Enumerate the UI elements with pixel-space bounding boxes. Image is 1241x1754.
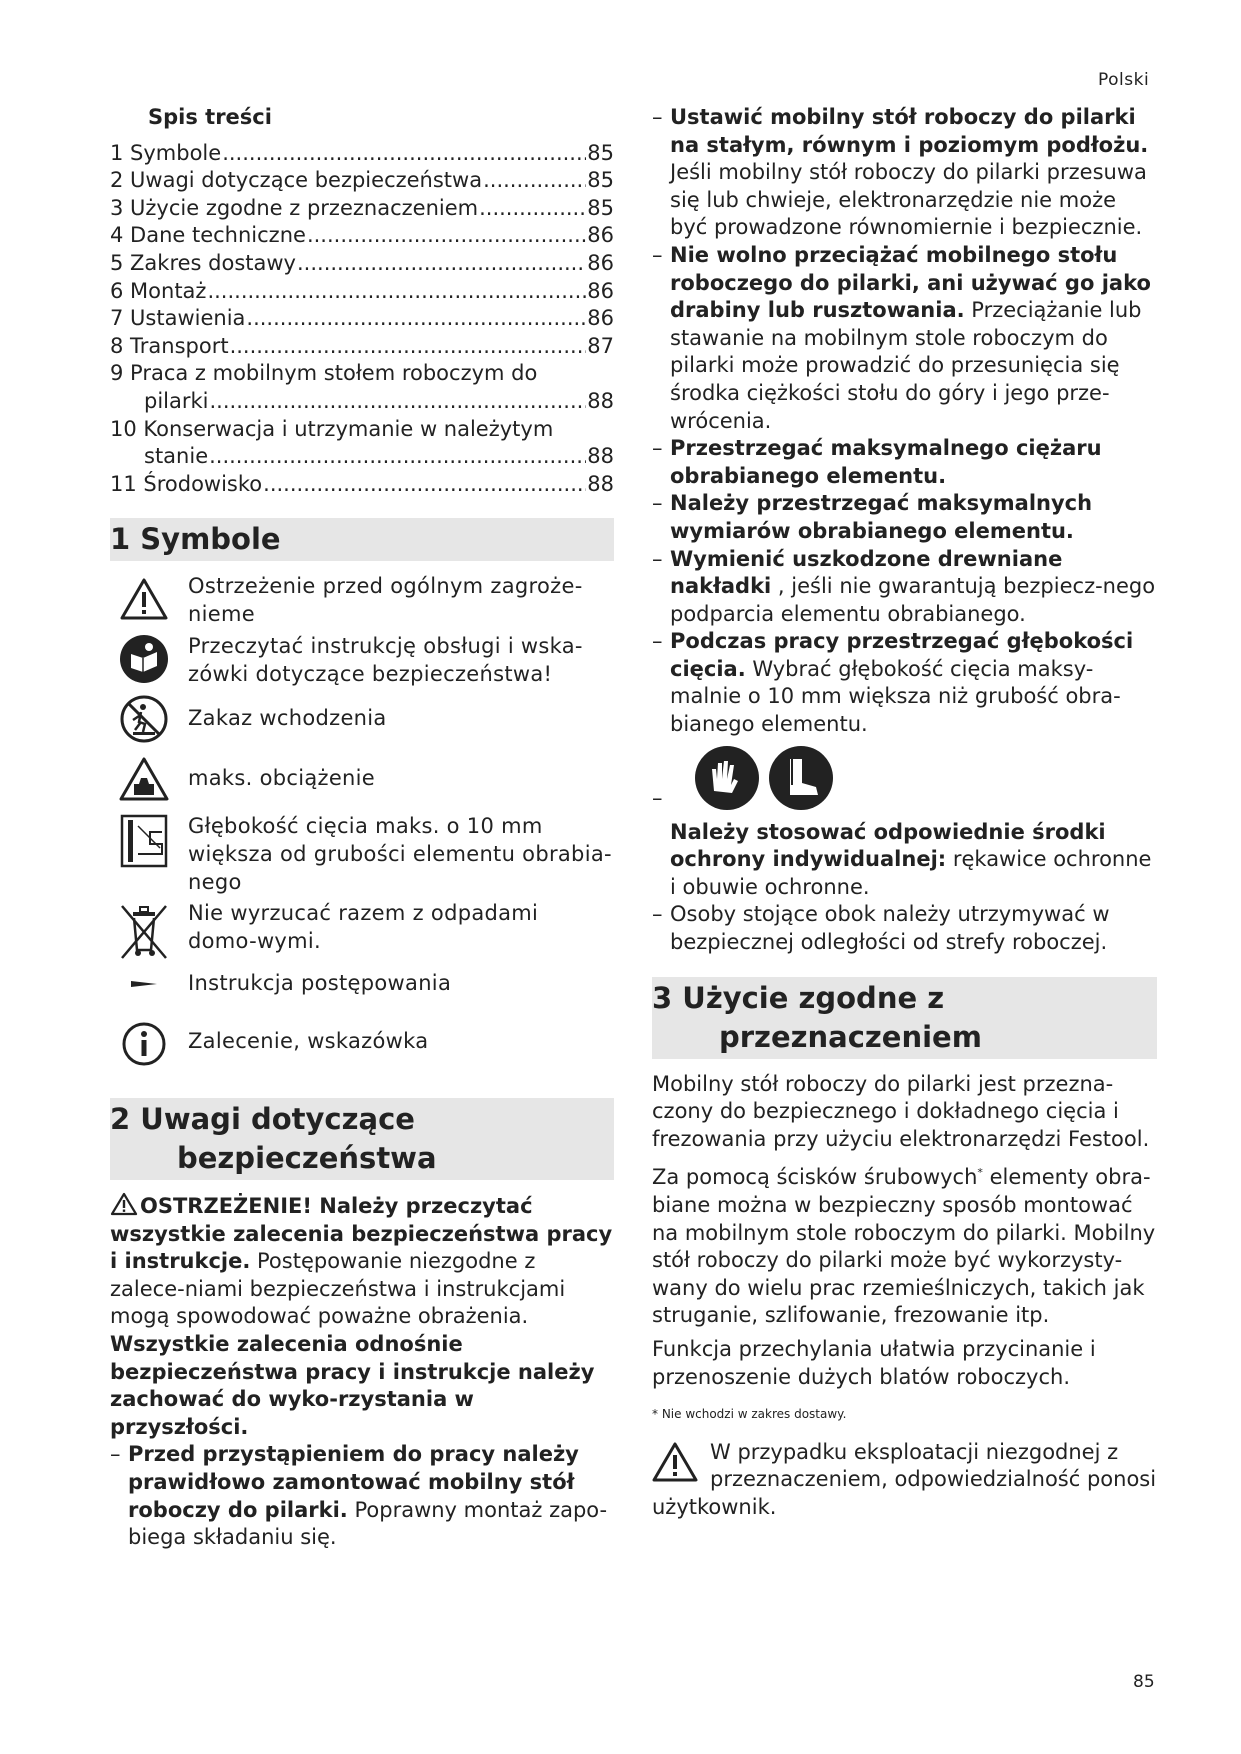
toc-entry[interactable]: 7 Ustawienia ..... 86 xyxy=(110,305,614,333)
section-1-heading: 1 Symbole xyxy=(110,518,614,561)
symbol-description: Instrukcja postępowania xyxy=(188,971,452,996)
symbol-description: Zalecenie, wskazówka xyxy=(188,1029,429,1054)
safety-bullet: – Osoby stojące obok należy utrzymywać w bezpiecznej odległości od strefy roboczej. xyxy=(652,902,1110,955)
info-icon xyxy=(118,1018,170,1070)
warning-triangle-icon xyxy=(118,573,170,625)
max-load-icon xyxy=(118,753,170,805)
ppe-bullet: – Należy stosować odpowiednie środki ochrony indywidualnej: rękawice ochronne i obuwie ochronne. xyxy=(652,745,1157,902)
toc-entry[interactable]: 10 Konserwacja i utrzymanie w należytym stanie ..... 88 xyxy=(110,416,614,471)
toc-entry[interactable]: 3 Użycie zgodne z przeznaczeniem ..... 85 xyxy=(110,195,614,223)
toc-list xyxy=(110,140,614,499)
warning-triangle-icon xyxy=(652,1441,698,1483)
symbol-description: maks. obciążenie xyxy=(188,766,376,791)
safety-bullet: – Nie wolno przeciążać mobilnego stołu roboczego do pilarki, ani używać go jako drabiny lub rusztowania. Przeciążanie lub stawanie na mobilnym stole roboczym do pilarki może prowadzić do przesunięcia się środka ciężkości stołu do góry i jego prze-wrócenia. xyxy=(652,242,1151,433)
toc-title: Spis treści xyxy=(148,105,272,129)
instruction-arrow-icon xyxy=(118,970,170,998)
warning-triangle-icon xyxy=(110,1192,140,1218)
cut-depth-icon xyxy=(118,813,170,869)
no-household-waste-icon xyxy=(118,900,170,962)
left-column xyxy=(110,104,614,1552)
symbol-row xyxy=(110,573,614,629)
gloves-icon xyxy=(694,745,760,811)
right-column xyxy=(652,104,1157,1522)
symbol-description: Nie wyrzucać razem z odpadami domo-wymi. xyxy=(188,901,539,953)
safety-bullet: – Ustawić mobilny stół roboczy do pilarki na stałym, równym i poziomym podłożu. Jeśli mobilny stół roboczy do pilarki przesuwa się lub chwieje, elektronarzędzie nie może być prowadzone równomiernie i bezpiecznie. xyxy=(652,105,1149,240)
toc-entry[interactable]: 9 Praca z mobilnym stołem roboczym do pilarki ..... 88 xyxy=(110,360,614,415)
warning-paragraph: OSTRZEŻENIE! Należy przeczytać wszystkie zalecenia bezpieczeństwa pracy i instrukcje. Postępowanie niezgodne z zalece-niami bezpieczeństwa i instrukcjami mogą spowodować poważne obrażenia. xyxy=(110,1194,613,1329)
tilt-function-paragraph: Funkcja przechylania ułatwia przycinanie i przenoszenie dużych blatów roboczych. xyxy=(652,1336,1096,1389)
safety-bullet: – Przestrzegać maksymalnego ciężaru obrabianego elementu. xyxy=(652,436,1102,488)
symbol-row xyxy=(110,693,614,749)
page-language-label: Polski xyxy=(1098,70,1150,90)
liability-note: W przypadku eksploatacji niezgodnej z przeznaczeniem, odpowiedzialność ponosi użytkownik. xyxy=(652,1439,1157,1519)
toc-entry[interactable]: 8 Transport ..... 87 xyxy=(110,333,614,361)
safety-bullet: – Należy przestrzegać maksymalnych wymiarów obrabianego elementu. xyxy=(652,491,1093,543)
symbol-row xyxy=(110,633,614,689)
toc-entry[interactable]: 4 Dane techniczne ..... 86 xyxy=(110,222,614,250)
toc-entry[interactable]: 5 Zakres dostawy ..... 86 xyxy=(110,250,614,278)
clamps-paragraph: Za pomocą ścisków śrubowych* elementy obra-biane można w bezpieczny sposób montować na mobilnym stole roboczym do pilarki. Mobilny stół roboczy do pilarki może być wykorzysty-wany do wielu prac rzemieślniczych, takich jak struganie, szlifowanie, frezowanie itp. xyxy=(652,1165,1156,1328)
footnote: * Nie wchodzi w zakres dostawy. xyxy=(652,1407,847,1422)
toc-entry[interactable]: 11 Środowisko ..... 88 xyxy=(110,471,614,499)
symbol-row xyxy=(110,900,614,966)
symbol-row xyxy=(110,813,614,896)
symbol-list xyxy=(110,573,614,1074)
symbol-description: Głębokość cięcia maks. o 10 mm większa od grubości elementu obrabia-nego xyxy=(188,814,612,894)
symbol-description: Przeczytać instrukcję obsługi i wska-zówki dotyczące bezpieczeństwa! xyxy=(188,634,583,686)
intended-use-paragraph: Mobilny stół roboczy do pilarki jest przezna-czony do bezpiecznego i dokładnego cięcia i frezowania przy użyciu elektronarzędzi Festool. xyxy=(652,1071,1150,1151)
symbol-description: Zakaz wchodzenia xyxy=(188,706,387,731)
no-stepping-icon xyxy=(118,693,170,745)
toc-entry[interactable]: 6 Montaż ..... 86 xyxy=(110,278,614,306)
toc-entry[interactable]: 1 Symbole ..... 85 xyxy=(110,140,614,168)
safety-bullet: – Przed przystąpieniem do pracy należy prawidłowo zamontować mobilny stół roboczy do pilarki. Poprawny montaż zapo-biega składaniu się. xyxy=(110,1442,608,1550)
symbol-description: Ostrzeżenie przed ogólnym zagroże-nieme xyxy=(188,574,583,626)
keep-instructions-note: Wszystkie zalecenia odnośnie bezpieczeństwa pracy i instrukcje należy zachować do wyko-rzystania w przyszłości. xyxy=(110,1332,595,1439)
toc-entry[interactable]: 2 Uwagi dotyczące bezpieczeństwa ..... 85 xyxy=(110,167,614,195)
safety-bullet: – Podczas pracy przestrzegać głębokości cięcia. Wybrać głębokość cięcia maksy-malnie o 10 mm większa niż grubość obra-bianego elementu. xyxy=(652,629,1134,737)
section-3-heading: 3 Użycie zgodne z przeznaczeniem xyxy=(652,977,1157,1059)
safety-boots-icon xyxy=(768,745,834,811)
symbol-row xyxy=(110,753,614,809)
symbol-row xyxy=(110,1018,614,1074)
section-2-heading: 2 Uwagi dotyczące bezpieczeństwa xyxy=(110,1098,614,1180)
symbol-row xyxy=(110,970,614,1014)
read-manual-icon xyxy=(118,633,170,685)
safety-bullet: – Wymienić uszkodzone drewniane nakładki , jeśli nie gwarantują bezpiecz-nego podparcia elementu obrabianego. xyxy=(652,546,1156,626)
page-number: 85 xyxy=(1133,1672,1155,1692)
